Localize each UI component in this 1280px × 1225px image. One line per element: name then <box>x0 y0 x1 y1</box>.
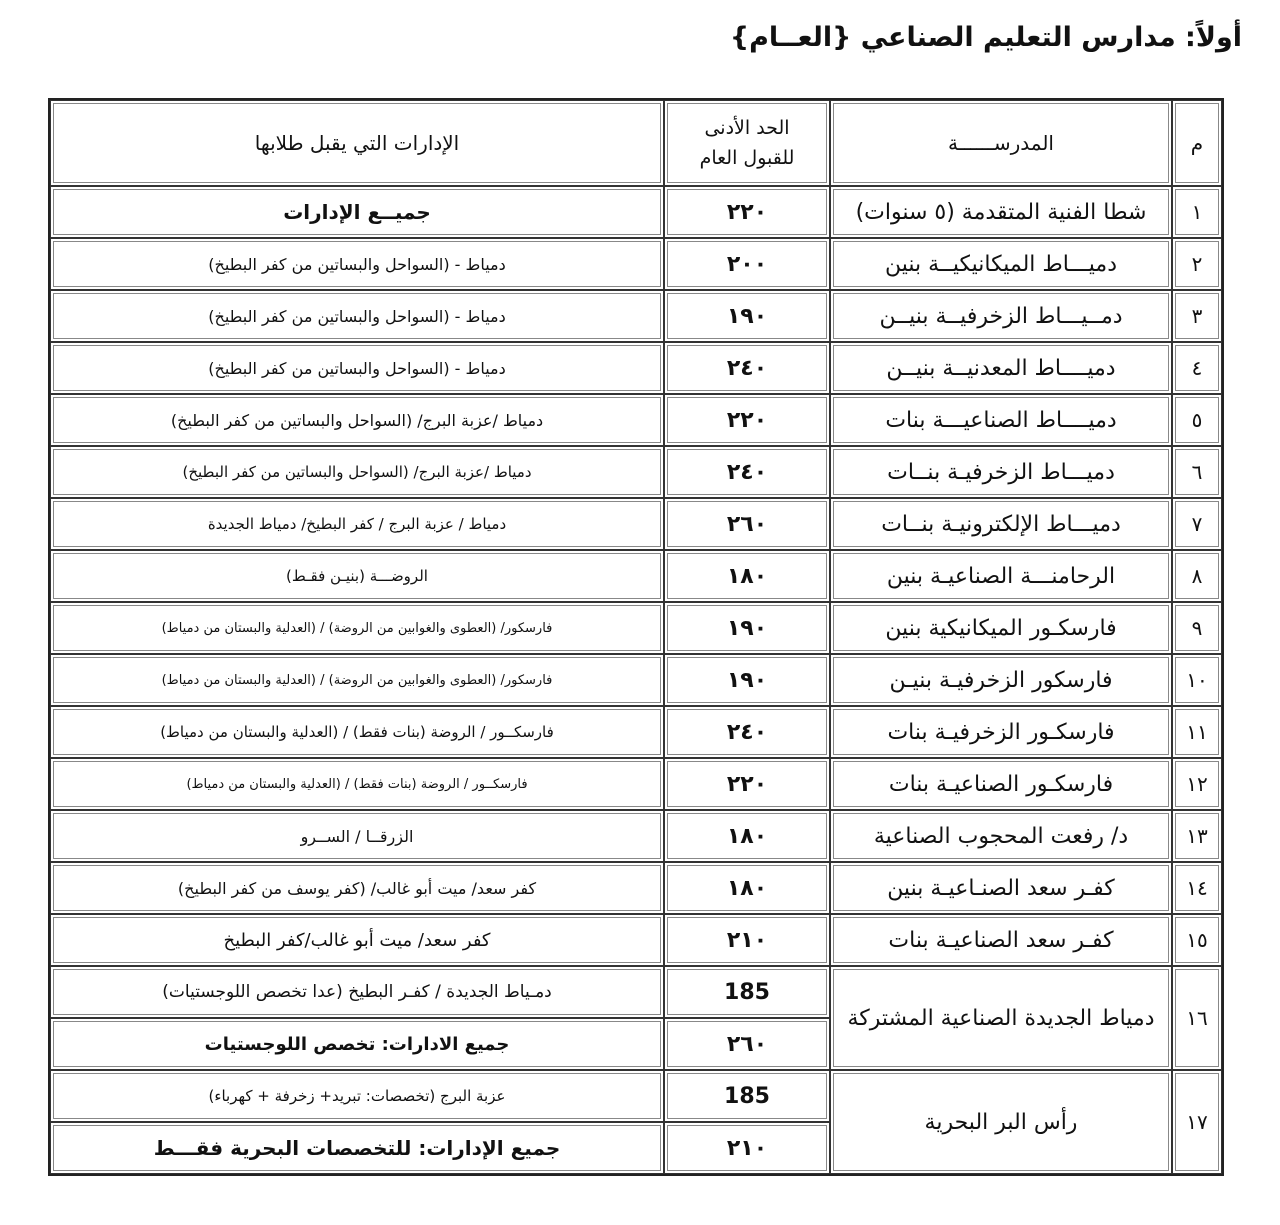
school-name: فارسكـور الزخرفيـة بنات <box>830 706 1172 758</box>
table-row <box>50 706 1222 758</box>
row-num: ٤ <box>1172 342 1222 394</box>
row-num: ١٧ <box>1172 1070 1222 1174</box>
table-row <box>50 602 1222 654</box>
row-num: ٥ <box>1172 394 1222 446</box>
school-name: دميـــاط الإلكترونيـة بنــات <box>830 498 1172 550</box>
admins-cell: جميع الإدارات: للتخصصات البحرية فقـــط <box>50 1122 664 1174</box>
admins-cell: دمياط / عزبة البرج / كفر البطيخ/ دمياط الجديدة <box>50 498 664 550</box>
admins-cell: الروضـــة (بنيـن فقـط) <box>50 550 664 602</box>
school-name: دميـــاط الميكانيكيــة بنين <box>830 238 1172 290</box>
school-name: رأس البر البحرية <box>830 1070 1172 1174</box>
school-name: دمــيـــاط الزخرفيــة بنيــن <box>830 290 1172 342</box>
table-row <box>50 810 1222 862</box>
table-row <box>50 394 1222 446</box>
table-row <box>50 654 1222 706</box>
min-score: ٢٤٠ <box>664 342 830 394</box>
table-row <box>50 290 1222 342</box>
admins-cell: دمياط /عزبة البرج/ (السواحل والبساتين من كفر البطيخ) <box>50 394 664 446</box>
admins-cell: فارسكور/ (العطوى والغوابين من الروضة) / (العدلية والبستان من دمياط) <box>50 654 664 706</box>
row-num: ٣ <box>1172 290 1222 342</box>
table-row <box>50 862 1222 914</box>
school-name: دميــــاط الصناعيـــة بنات <box>830 394 1172 446</box>
school-name: كفـر سعد الصنـاعيـة بنين <box>830 862 1172 914</box>
row-num: ١٠ <box>1172 654 1222 706</box>
min-score: ٢١٠ <box>664 1122 830 1174</box>
admins-cell: الزرقــا / الســرو <box>50 810 664 862</box>
min-score: ١٨٠ <box>664 550 830 602</box>
row-num: ٧ <box>1172 498 1222 550</box>
table-row <box>50 758 1222 810</box>
school-name: فارسكـور الميكانيكية بنين <box>830 602 1172 654</box>
school-name: دميـــاط الزخرفيـة بنــات <box>830 446 1172 498</box>
admins-cell: عزبة البرج (تخصصات: تبريد+ زخرفة + كهرباء) <box>50 1070 664 1122</box>
min-score: ١٩٠ <box>664 654 830 706</box>
table-row <box>50 342 1222 394</box>
school-name: فارسكـور الصناعيـة بنات <box>830 758 1172 810</box>
min-score: ١٨٠ <box>664 862 830 914</box>
admins-cell: دمياط - (السواحل والبساتين من كفر البطيخ) <box>50 238 664 290</box>
admins-cell: كفر سعد/ ميت أبو غالب/ (كفر يوسف من كفر البطيخ) <box>50 862 664 914</box>
admins-cell: دمياط /عزبة البرج/ (السواحل والبساتين من كفر البطيخ) <box>50 446 664 498</box>
school-name: فارسكور الزخرفيـة بنيـن <box>830 654 1172 706</box>
min-score: ١٨٠ <box>664 810 830 862</box>
school-name: دميــــاط المعدنيــة بنيــن <box>830 342 1172 394</box>
min-score: ٢٤٠ <box>664 706 830 758</box>
min-score: ٢٦٠ <box>664 1018 830 1070</box>
row-num: ١١ <box>1172 706 1222 758</box>
row-num: ٨ <box>1172 550 1222 602</box>
row-num: ١٥ <box>1172 914 1222 966</box>
min-score: ٢٦٠ <box>664 498 830 550</box>
header-min-line1: الحد الأدنى <box>704 117 790 139</box>
table-row <box>50 1070 1222 1122</box>
table-row <box>50 550 1222 602</box>
min-score: ٢٢٠ <box>664 758 830 810</box>
row-num: ١ <box>1172 186 1222 238</box>
row-num: ١٣ <box>1172 810 1222 862</box>
header-school: المدرســــــة <box>830 100 1172 186</box>
min-score: ٢٢٠ <box>664 186 830 238</box>
row-num: ٢ <box>1172 238 1222 290</box>
school-name: الرحامنـــة الصناعيـة بنين <box>830 550 1172 602</box>
admins-cell: فارسكــور / الروضة (بنات فقط) / (العدلية والبستان من دمياط) <box>50 706 664 758</box>
admins-cell: جميــع الإدارات <box>50 186 664 238</box>
page-title: أولاً: مدارس التعليم الصناعي {العــام} <box>729 22 1242 53</box>
min-score: ٢٠٠ <box>664 238 830 290</box>
row-num: ٦ <box>1172 446 1222 498</box>
admins-cell: دمـياط الجديدة / كفـر البطيخ (عدا تخصص اللوجستيات) <box>50 966 664 1018</box>
row-num: ١٢ <box>1172 758 1222 810</box>
header-min-score <box>664 100 830 186</box>
table-row <box>50 186 1222 238</box>
min-score: ١٩٠ <box>664 290 830 342</box>
schools-table <box>48 98 1224 1176</box>
row-num: ١٤ <box>1172 862 1222 914</box>
admins-cell: فارسكــور / الروضة (بنات فقط) / (العدلية والبستان من دمياط) <box>50 758 664 810</box>
table-row <box>50 966 1222 1018</box>
min-score: ٢١٠ <box>664 914 830 966</box>
header-admins: الإدارات التي يقبل طلابها <box>50 100 664 186</box>
min-score: 185 <box>664 966 830 1018</box>
admins-cell: فارسكور/ (العطوى والغوابين من الروضة) / (العدلية والبستان من دمياط) <box>50 602 664 654</box>
header-num: م <box>1172 100 1222 186</box>
min-score: ٢٢٠ <box>664 394 830 446</box>
table-row <box>50 446 1222 498</box>
table-row <box>50 238 1222 290</box>
admins-cell: كفر سعد/ ميت أبو غالب/كفر البطيخ <box>50 914 664 966</box>
school-name: كفـر سعد الصناعيـة بنات <box>830 914 1172 966</box>
min-score: ١٩٠ <box>664 602 830 654</box>
admins-cell: دمياط - (السواحل والبساتين من كفر البطيخ) <box>50 342 664 394</box>
school-name: دمياط الجديدة الصناعية المشتركة <box>830 966 1172 1070</box>
school-name: شطا الفنية المتقدمة (٥ سنوات) <box>830 186 1172 238</box>
row-num: ٩ <box>1172 602 1222 654</box>
table-header-row <box>50 100 1222 186</box>
school-name: د/ رفعت المحجوب الصناعية <box>830 810 1172 862</box>
header-min-line2: للقبول العام <box>699 147 795 169</box>
admins-cell: جميع الادارات: تخصص اللوجستيات <box>50 1018 664 1070</box>
table-row <box>50 498 1222 550</box>
admins-cell: دمياط - (السواحل والبساتين من كفر البطيخ) <box>50 290 664 342</box>
min-score: 185 <box>664 1070 830 1122</box>
min-score: ٢٤٠ <box>664 446 830 498</box>
row-num: ١٦ <box>1172 966 1222 1070</box>
table-row <box>50 914 1222 966</box>
